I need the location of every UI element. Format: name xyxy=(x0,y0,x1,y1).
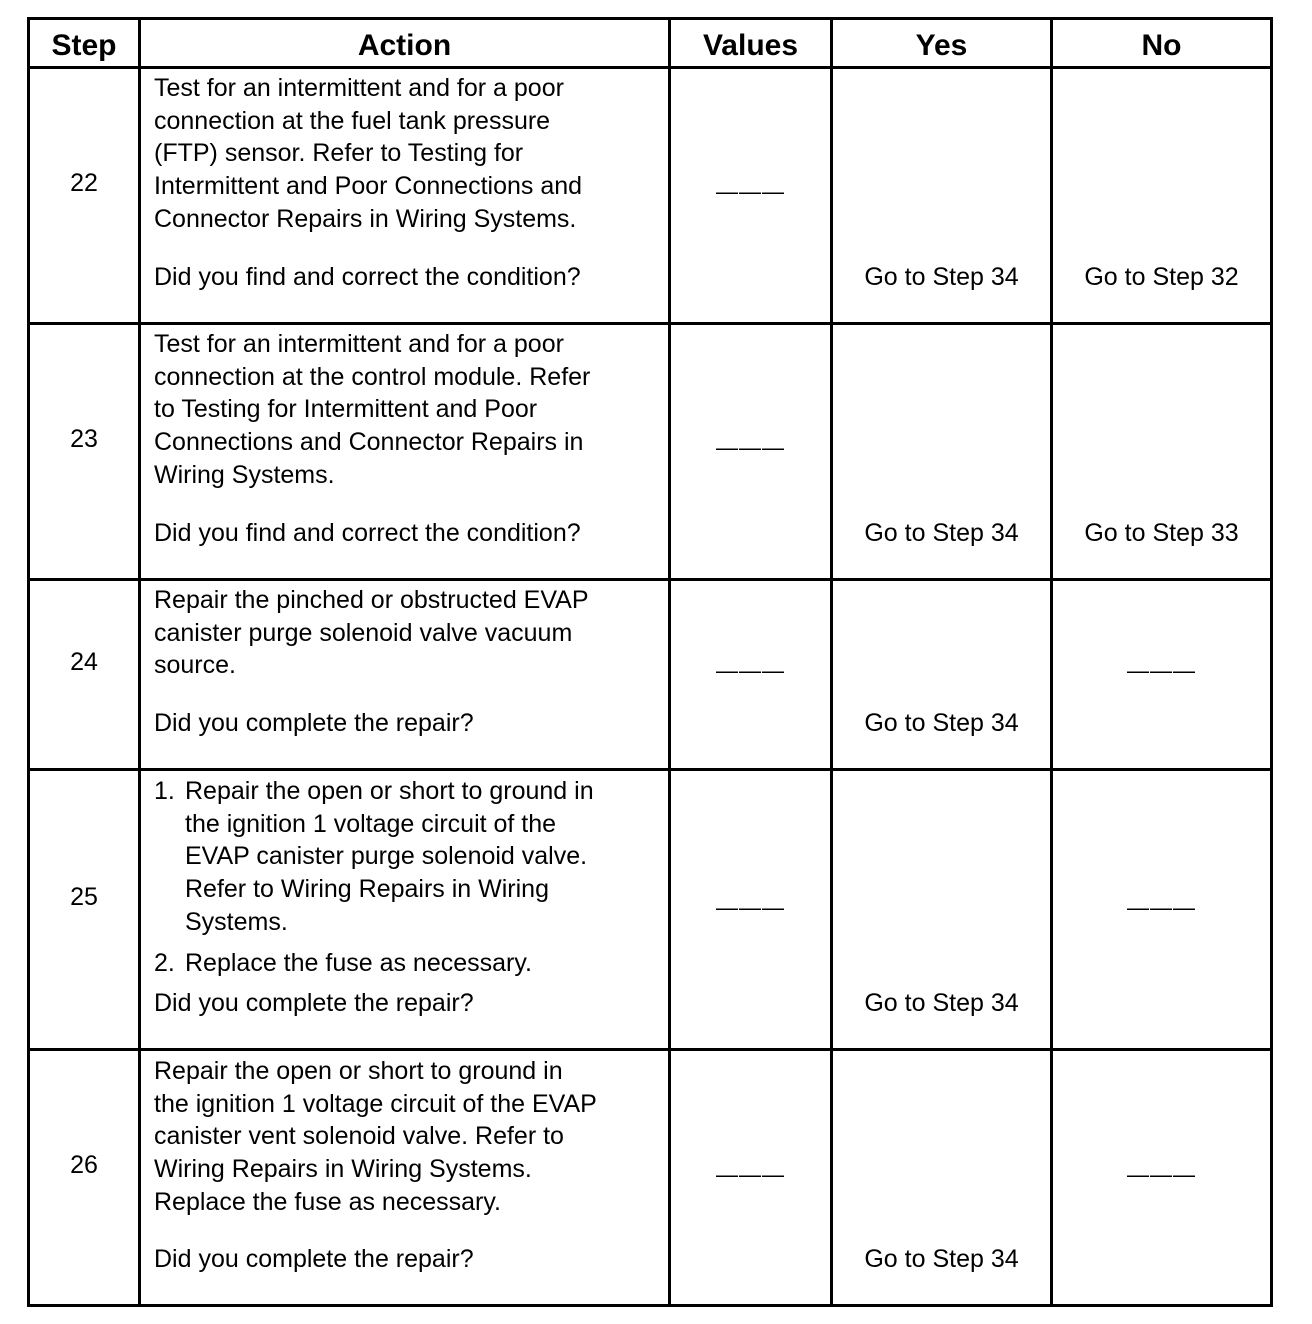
action-line: Systems. xyxy=(185,907,288,936)
row-divider xyxy=(27,578,1273,581)
numbered-item xyxy=(154,947,594,980)
values-cell: ——— xyxy=(716,658,785,683)
action-line: to Testing for Intermittent and Poor xyxy=(154,395,538,424)
yes-cell: Go to Step 34 xyxy=(864,519,1019,547)
no-cell: ——— xyxy=(1127,1162,1196,1187)
action-line: Connections and Connector Repairs in xyxy=(154,428,584,457)
action-line: Test for an intermittent and for a poor xyxy=(154,74,564,102)
yes-cell: Go to Step 34 xyxy=(864,989,1019,1017)
row-divider xyxy=(27,1048,1273,1051)
table-border-top xyxy=(27,17,1273,20)
step-number: 23 xyxy=(70,425,98,453)
action-line: Wiring Systems. xyxy=(154,460,335,489)
action-line: Connector Repairs in Wiring Systems. xyxy=(154,204,577,233)
action-question: Did you find and correct the condition? xyxy=(154,519,581,547)
action-line: Replace the fuse as necessary. xyxy=(185,948,532,977)
row-divider xyxy=(27,322,1273,325)
row-divider xyxy=(27,768,1273,771)
header-no: No xyxy=(1141,29,1182,62)
no-cell: ——— xyxy=(1127,895,1196,920)
table-border-right xyxy=(1270,17,1273,1307)
action-text xyxy=(154,72,582,236)
item-number: 2. xyxy=(154,948,175,977)
column-divider-values xyxy=(830,17,833,1307)
action-line: Repair the open or short to ground in xyxy=(154,1057,563,1085)
action-line: EVAP canister purge solenoid valve. xyxy=(185,842,588,871)
step-number: 25 xyxy=(70,883,98,911)
action-text xyxy=(154,328,590,492)
header-values: Values xyxy=(702,29,799,62)
header-yes: Yes xyxy=(915,29,968,62)
action-line: (FTP) sensor. Refer to Testing for xyxy=(154,139,524,168)
action-text xyxy=(154,775,594,979)
action-line: connection at the fuel tank pressure xyxy=(154,106,551,135)
header-step: Step xyxy=(51,29,117,62)
action-line: Intermittent and Poor Connections and xyxy=(154,172,583,201)
header-action: Action xyxy=(357,29,452,62)
action-text xyxy=(154,1055,597,1219)
action-text xyxy=(154,584,589,682)
action-line: Repair the pinched or obstructed EVAP xyxy=(154,586,589,614)
step-number: 22 xyxy=(70,169,98,197)
item-number: 1. xyxy=(154,777,175,805)
no-cell: Go to Step 33 xyxy=(1084,519,1239,547)
action-line: Repair the open or short to ground in xyxy=(185,777,594,805)
step-number: 26 xyxy=(70,1151,98,1179)
action-line: canister vent solenoid valve. Refer to xyxy=(154,1122,564,1151)
numbered-item xyxy=(154,775,594,939)
values-cell: ——— xyxy=(716,1162,785,1187)
values-cell: ——— xyxy=(716,435,785,460)
no-cell: Go to Step 32 xyxy=(1084,263,1239,291)
action-line: canister purge solenoid valve vacuum xyxy=(154,618,573,647)
action-question: Did you find and correct the condition? xyxy=(154,263,581,291)
action-line: source. xyxy=(154,651,236,680)
row-divider xyxy=(27,1304,1273,1307)
action-line: Refer to Wiring Repairs in Wiring xyxy=(185,875,549,904)
yes-cell: Go to Step 34 xyxy=(864,709,1019,737)
no-cell: ——— xyxy=(1127,658,1196,683)
action-question: Did you complete the repair? xyxy=(154,1245,474,1273)
action-line: Test for an intermittent and for a poor xyxy=(154,330,564,358)
action-question: Did you complete the repair? xyxy=(154,709,474,737)
action-line: Wiring Repairs in Wiring Systems. xyxy=(154,1155,532,1184)
yes-cell: Go to Step 34 xyxy=(864,263,1019,291)
step-number: 24 xyxy=(70,648,98,676)
action-question: Did you complete the repair? xyxy=(154,989,474,1017)
action-line: the ignition 1 voltage circuit of the xyxy=(185,809,557,838)
action-line: connection at the control module. Refer xyxy=(154,362,591,391)
values-cell: ——— xyxy=(716,895,785,920)
yes-cell: Go to Step 34 xyxy=(864,1245,1019,1273)
values-cell: ——— xyxy=(716,179,785,204)
action-line: Replace the fuse as necessary. xyxy=(154,1187,501,1216)
column-divider-step xyxy=(138,17,141,1307)
action-line: the ignition 1 voltage circuit of the EVAP xyxy=(154,1089,597,1118)
